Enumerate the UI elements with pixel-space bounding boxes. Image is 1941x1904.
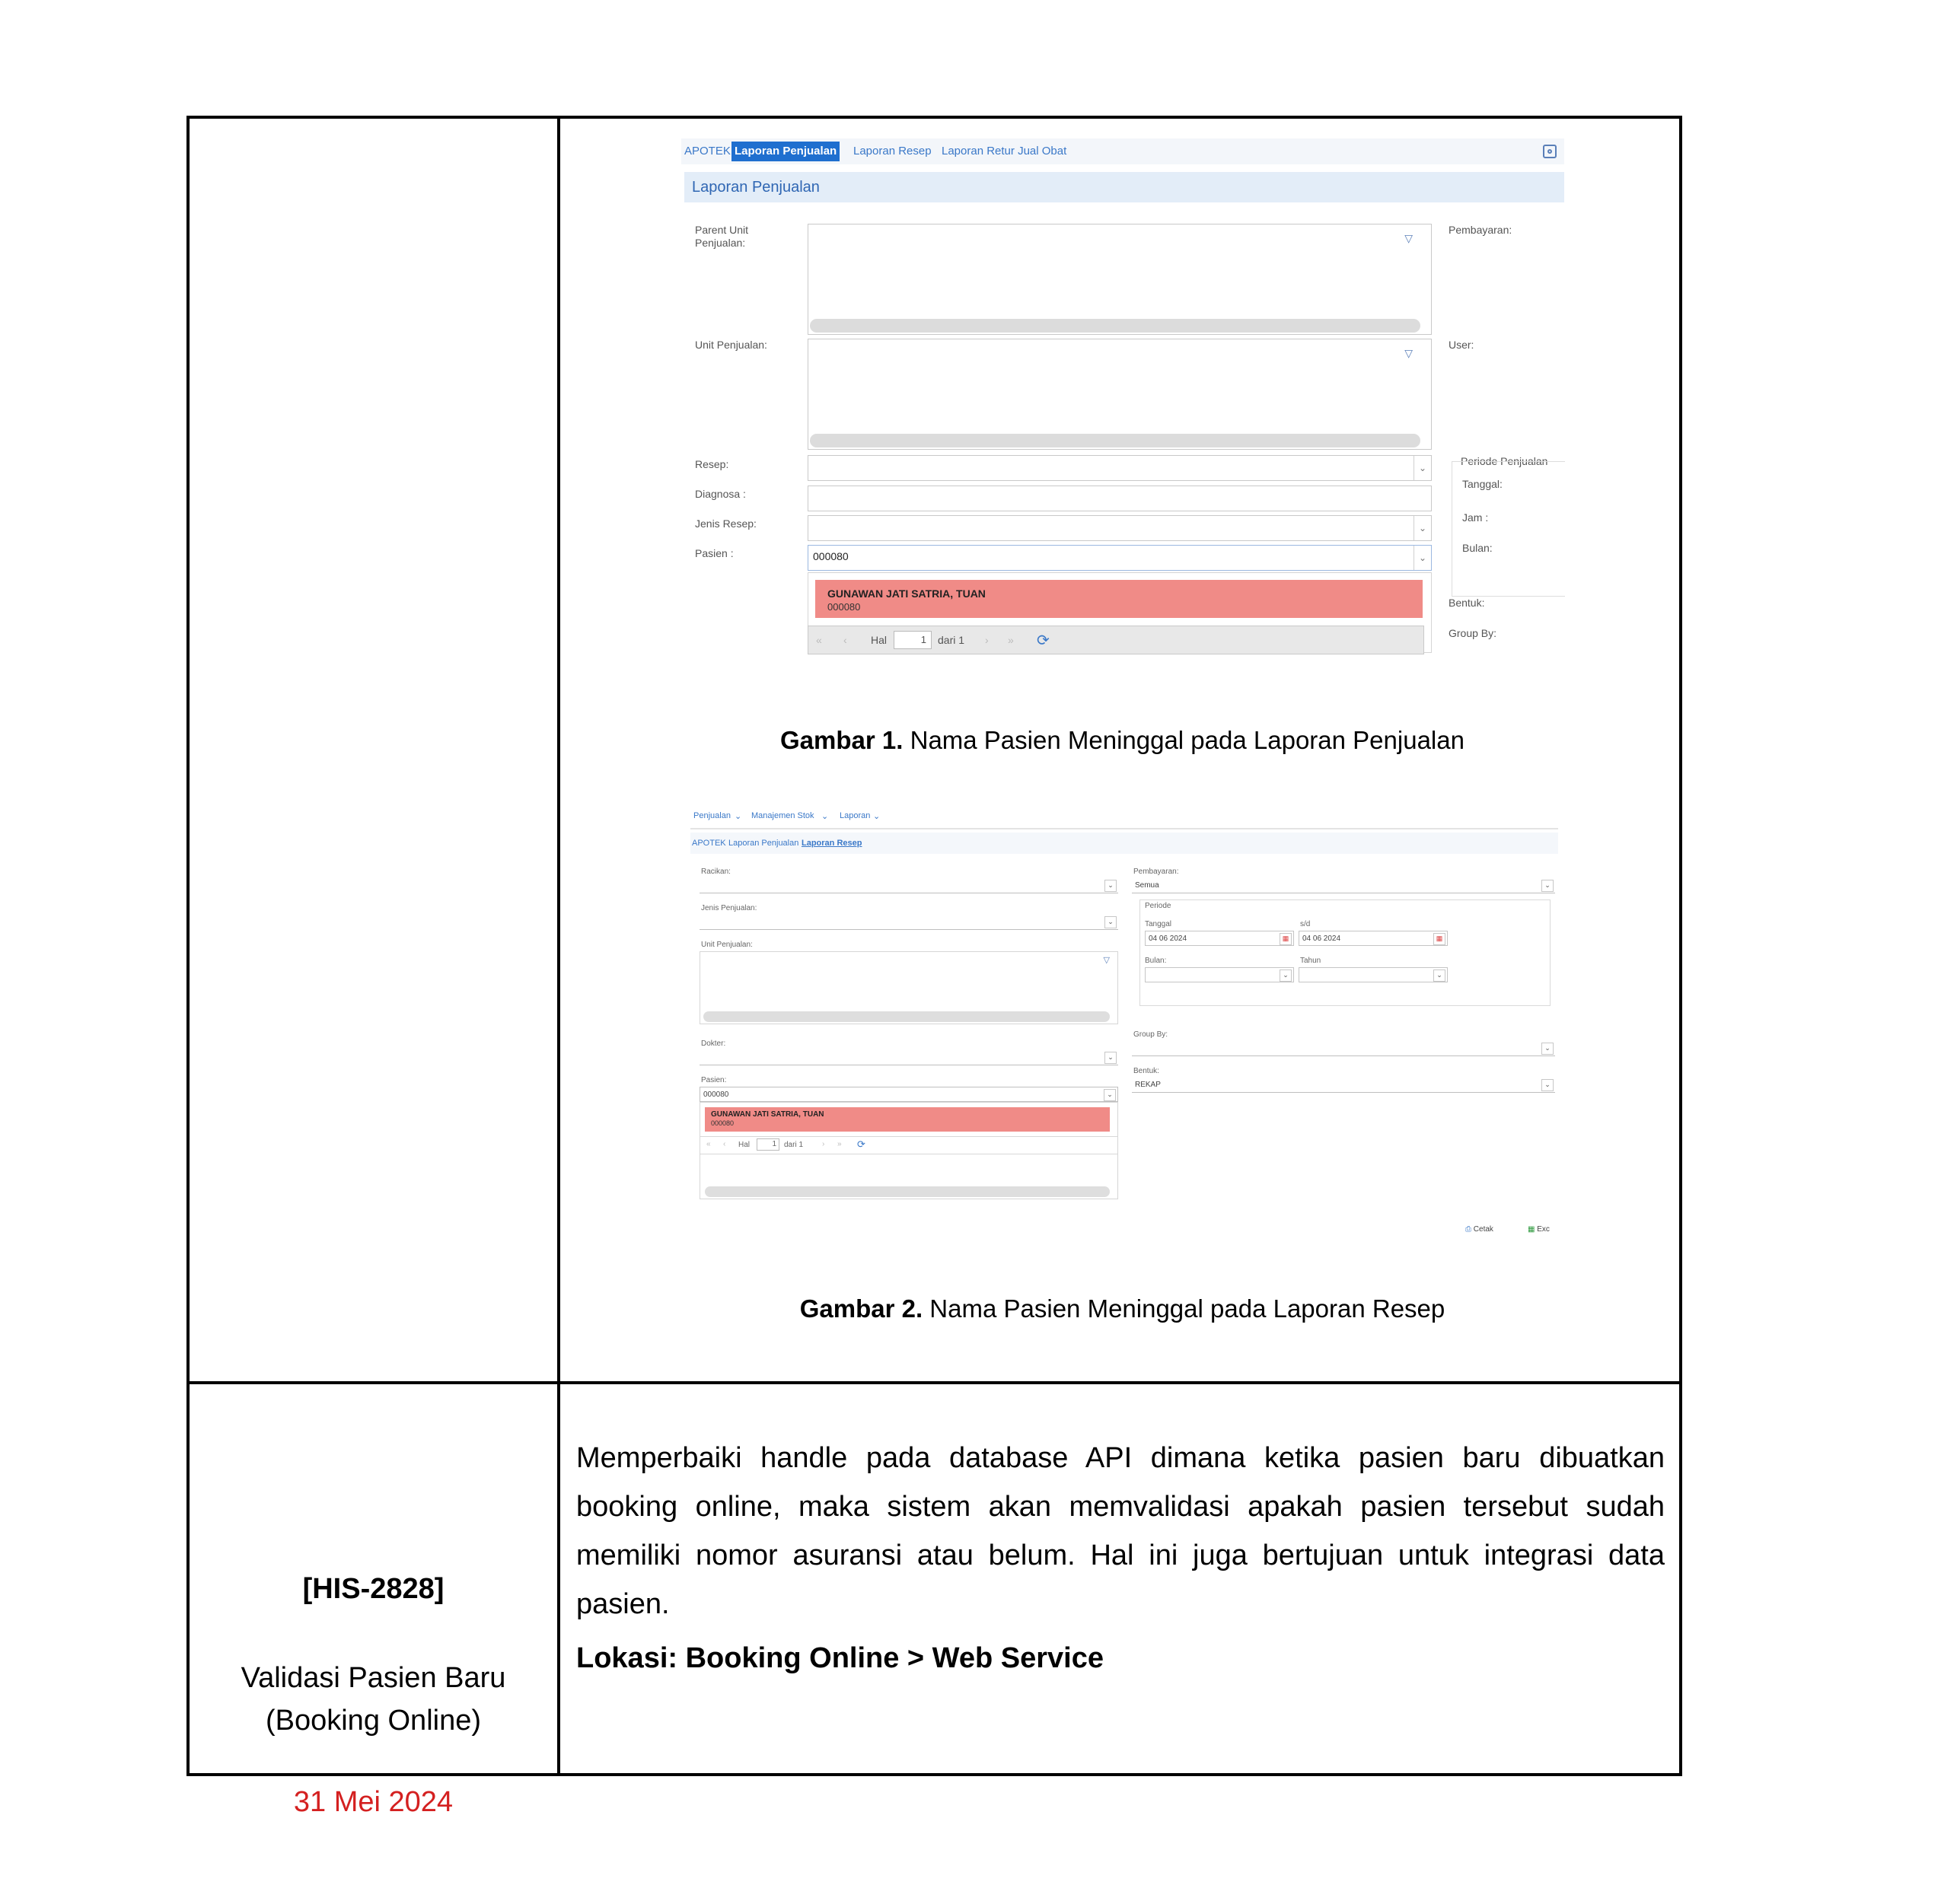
dropdown-pager [808, 626, 1424, 654]
label-periode: Periode [1145, 902, 1171, 910]
figure-2-screenshot [690, 802, 1558, 1240]
figure-1-screenshot [681, 139, 1564, 664]
label-tahun: Tahun [1300, 957, 1321, 965]
label-resep: Resep: [695, 458, 729, 470]
filter-icon[interactable]: ▽ [1404, 232, 1413, 244]
label-jam: Jam : [1462, 511, 1489, 524]
chevron-down-icon[interactable]: ⌄ [1414, 516, 1431, 540]
label-bulan: Bulan: [1462, 542, 1493, 554]
chevron-down-icon[interactable]: ⌄ [1414, 546, 1431, 570]
suggestion-code: 000080 [827, 601, 861, 613]
suggestion-code: 000080 [711, 1119, 735, 1127]
label-user: User: [1449, 339, 1474, 351]
description-cell [576, 1434, 1665, 1675]
label-periode-penjualan: Periode Penjualan [1461, 455, 1548, 467]
chevron-down-icon[interactable]: ⌄ [1104, 1052, 1117, 1064]
chevron-down-icon[interactable]: ⌄ [1104, 880, 1117, 892]
tanggal-from-input[interactable] [1145, 931, 1294, 946]
tahun-combo[interactable] [1299, 967, 1448, 982]
prev-page-icon[interactable]: ‹ [843, 634, 847, 646]
suggestion-name: GUNAWAN JATI SATRIA, TUAN [827, 587, 986, 600]
caption-text: Nama Pasien Meninggal pada Laporan Resep [923, 1294, 1445, 1323]
jenis-penjualan-combo[interactable] [700, 915, 1118, 930]
chevron-down-icon[interactable]: ⌄ [1541, 880, 1554, 892]
bentuk-value: REKAP [1135, 1081, 1161, 1089]
label-group-by: Group By: [1133, 1030, 1168, 1039]
refresh-icon[interactable]: ⟳ [1037, 632, 1050, 649]
excel-label: Exc [1537, 1225, 1550, 1234]
label-diagnosa: Diagnosa : [695, 488, 746, 500]
caption-label: Gambar 2. [799, 1294, 923, 1323]
label-pasien: Pasien: [701, 1076, 727, 1084]
horizontal-scrollbar[interactable] [703, 1011, 1110, 1022]
top-menu-bar [690, 802, 1558, 829]
chevron-down-icon[interactable]: ⌄ [821, 812, 829, 821]
suggestion-name: GUNAWAN JATI SATRIA, TUAN [711, 1110, 824, 1119]
tab-laporan-retur-jual-obat[interactable]: Laporan Retur Jual Obat [942, 145, 1067, 158]
cetak-label: Cetak [1473, 1225, 1493, 1234]
pager-total: dari 1 [784, 1141, 804, 1149]
chevron-down-icon[interactable]: ⌄ [1541, 1043, 1554, 1055]
changelog-table [186, 116, 1682, 1818]
chevron-down-icon[interactable]: ⌄ [1433, 970, 1445, 982]
label-unit-penjualan: Unit Penjualan: [701, 941, 753, 949]
report-tab-bar [690, 833, 1558, 854]
tab-laporan-penjualan[interactable]: Laporan Penjualan [728, 839, 799, 848]
parent-unit-select[interactable] [808, 224, 1432, 335]
suggestion-item[interactable] [815, 580, 1423, 618]
chevron-down-icon[interactable]: ⌄ [735, 812, 742, 821]
ticket-title-line-1: Validasi Pasien Baru [241, 1662, 506, 1694]
label-racikan: Racikan: [701, 868, 731, 876]
excel-icon: ▦ [1528, 1225, 1535, 1234]
label-bulan: Bulan: [1145, 957, 1167, 965]
fullscreen-icon[interactable] [1543, 145, 1557, 158]
label-tanggal: Tanggal: [1462, 478, 1503, 490]
pembayaran-combo[interactable] [1132, 878, 1555, 893]
pembayaran-value: Semua [1135, 881, 1159, 890]
periode-fieldset [1139, 899, 1551, 1006]
periode-fieldset [1452, 461, 1565, 597]
tab-apotek[interactable]: APOTEK [684, 145, 731, 158]
refresh-icon[interactable]: ⟳ [857, 1138, 865, 1150]
first-page-icon[interactable]: « [816, 634, 822, 646]
figure-2-caption [560, 1294, 1684, 1323]
horizontal-scrollbar[interactable] [810, 434, 1420, 447]
calendar-icon[interactable]: ▦ [1280, 933, 1292, 945]
label-pembayaran: Pembayaran: [1133, 868, 1179, 876]
pasien-input-value: 000080 [813, 550, 849, 562]
tab-laporan-penjualan[interactable]: Laporan Penjualan [731, 142, 840, 161]
row-divider [190, 1381, 1679, 1384]
excel-button[interactable] [1528, 1225, 1550, 1234]
label-pembayaran: Pembayaran: [1449, 224, 1512, 236]
chevron-down-icon[interactable]: ⌄ [1104, 916, 1117, 928]
unit-penjualan-select[interactable] [808, 339, 1432, 450]
tab-laporan-resep[interactable]: Laporan Resep [853, 145, 932, 158]
ticket-title [190, 1657, 557, 1742]
tanggal-to-value: 04 06 2024 [1302, 934, 1341, 943]
pasien-input-value: 000080 [703, 1091, 729, 1099]
filter-icon[interactable]: ▽ [1103, 956, 1110, 965]
last-page-icon[interactable]: » [1008, 634, 1014, 646]
dokter-combo[interactable] [700, 1050, 1118, 1065]
label-unit-penjualan: Unit Penjualan: [695, 339, 767, 351]
jenis-resep-combo[interactable] [808, 515, 1432, 541]
tab-apotek[interactable]: APOTEK [692, 839, 726, 848]
figure-1-caption [560, 726, 1684, 755]
suggestion-item[interactable] [705, 1107, 1110, 1132]
filter-icon[interactable]: ▽ [1404, 347, 1413, 359]
pager-hal-label: Hal [738, 1141, 751, 1149]
label-jenis-penjualan: Jenis Penjualan: [701, 904, 757, 912]
report-tab-bar [681, 139, 1564, 164]
location-text: Lokasi: Booking Online > Web Service [576, 1642, 1104, 1674]
unit-penjualan-select[interactable] [700, 951, 1118, 1024]
tanggal-from-value: 04 06 2024 [1149, 934, 1187, 943]
label-pasien: Pasien : [695, 547, 734, 559]
horizontal-scrollbar[interactable] [705, 1186, 1110, 1197]
panel-title: Laporan Penjualan [684, 172, 1564, 202]
bulan-combo[interactable] [1145, 967, 1294, 982]
diagnosa-input[interactable] [808, 486, 1432, 511]
pager-hal-label: Hal [871, 634, 888, 646]
pasien-dropdown-list [700, 1102, 1118, 1199]
calendar-icon[interactable]: ▦ [1433, 933, 1445, 945]
description-text: Memperbaiki handle pada database API dimana ketika pasien baru dibuatkan booking online, maka sistem akan memvalidasi apakah pasien tersebut sudah memiliki nomor asuransi atau belum. Hal ini juga bertujuan untuk integrasi data pasien. [576, 1442, 1665, 1620]
chevron-down-icon[interactable]: ⌄ [1541, 1079, 1554, 1091]
chevron-down-icon[interactable]: ⌄ [1414, 456, 1431, 480]
chevron-down-icon[interactable]: ⌄ [1280, 970, 1292, 982]
column-divider [557, 119, 560, 1773]
pasien-combo[interactable] [808, 545, 1432, 571]
prev-page-icon[interactable]: ‹ [723, 1140, 726, 1148]
first-page-icon[interactable]: « [706, 1140, 711, 1148]
next-page-icon[interactable]: › [985, 634, 989, 646]
caption-label: Gambar 1. [780, 726, 904, 754]
racikan-combo[interactable] [700, 878, 1118, 893]
label-group-by: Group By: [1449, 627, 1497, 639]
chevron-down-icon[interactable]: ⌄ [1104, 1089, 1116, 1101]
label-parent-unit: Parent Unit Penjualan: [695, 224, 749, 249]
tab-laporan-resep[interactable]: Laporan Resep [802, 839, 862, 848]
resep-combo[interactable] [808, 455, 1432, 481]
tanggal-to-input[interactable] [1299, 931, 1448, 946]
pasien-combo[interactable] [700, 1087, 1118, 1102]
menu-manajemen-stok[interactable]: Manajemen Stok [751, 811, 814, 820]
menu-penjualan[interactable]: Penjualan [693, 811, 731, 820]
pager-total: dari 1 [938, 634, 965, 646]
label-dokter: Dokter: [701, 1040, 726, 1048]
cetak-button[interactable] [1465, 1225, 1493, 1234]
label-bentuk: Bentuk: [1449, 597, 1485, 609]
bentuk-combo[interactable] [1132, 1078, 1555, 1093]
ticket-id: [HIS-2828] [302, 1573, 445, 1605]
label-tanggal: Tanggal [1145, 920, 1172, 928]
group-by-combo[interactable] [1132, 1041, 1555, 1056]
ticket-date: 31 Mei 2024 [293, 1786, 454, 1818]
horizontal-scrollbar[interactable] [810, 319, 1420, 333]
pager-page-input[interactable]: 1 [894, 631, 932, 649]
next-page-icon[interactable]: › [822, 1140, 825, 1148]
label-bentuk: Bentuk: [1133, 1067, 1159, 1075]
pager-page-input[interactable]: 1 [757, 1138, 779, 1151]
dropdown-pager [700, 1136, 1117, 1154]
label-jenis-resep: Jenis Resep: [695, 517, 757, 530]
label-sd: s/d [1300, 920, 1311, 928]
printer-icon: ⎙ [1465, 1225, 1471, 1234]
last-page-icon[interactable]: » [837, 1140, 842, 1148]
chevron-down-icon[interactable]: ⌄ [873, 812, 881, 821]
caption-text: Nama Pasien Meninggal pada Laporan Penjualan [903, 726, 1465, 754]
menu-laporan[interactable]: Laporan [840, 811, 871, 820]
ticket-title-line-2: (Booking Online) [265, 1705, 482, 1737]
